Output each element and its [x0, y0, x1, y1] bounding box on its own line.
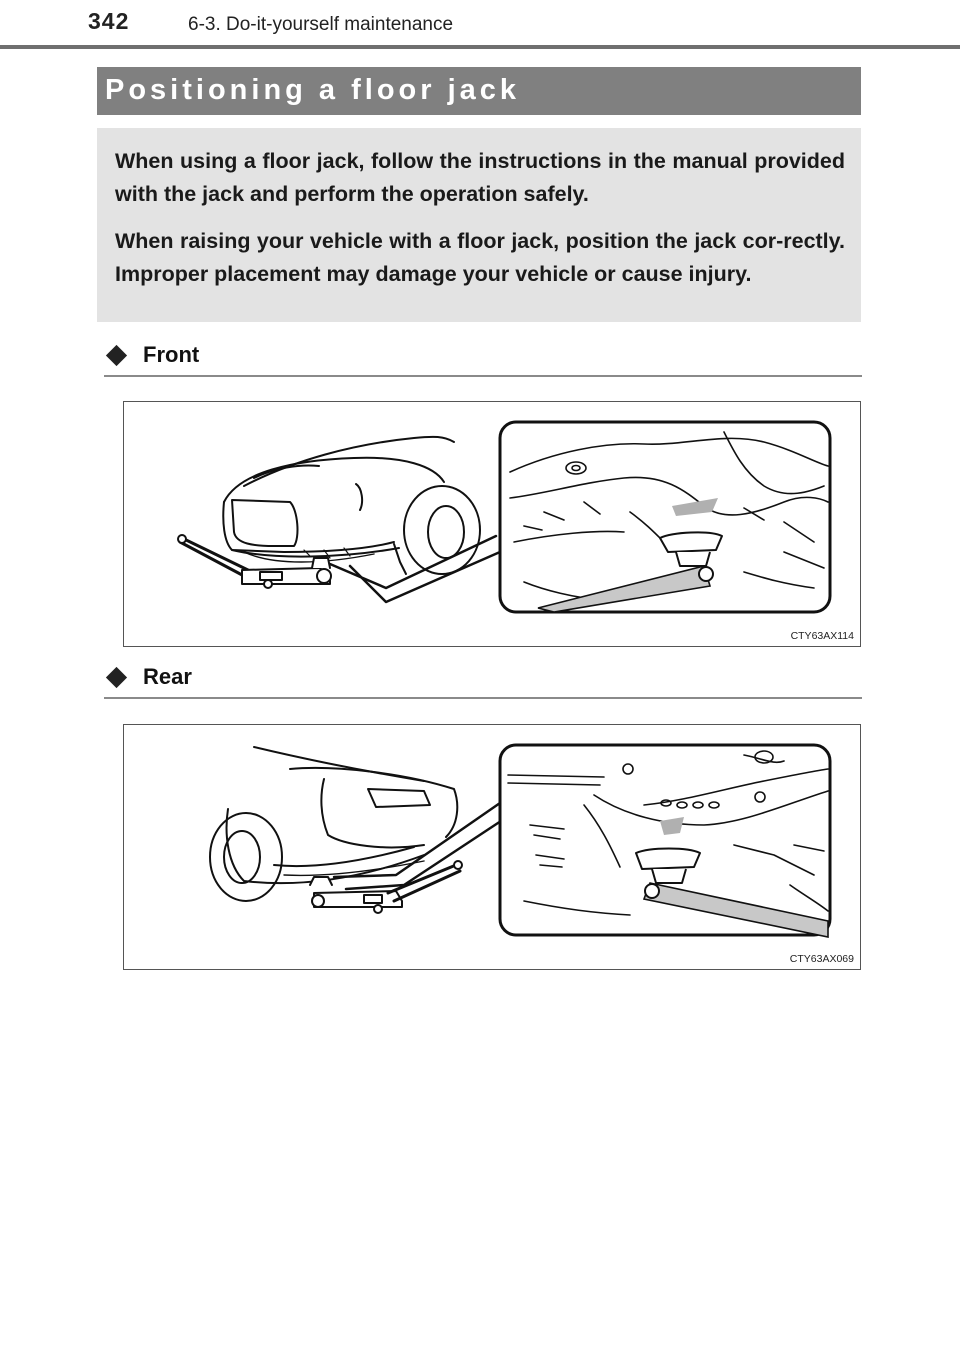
rear-jack-drawing: [124, 725, 862, 971]
figure-code: CTY63AX114: [790, 630, 854, 642]
intro-paragraph: When raising your vehicle with a floor jack, position the jack cor-rectly. Improper placement may damage your vehicle or cause injury.: [115, 229, 845, 286]
intro-paragraph: When using a floor jack, follow the instructions in the manual provided with the jack and perform the operation safely.: [115, 149, 845, 206]
diamond-icon: [106, 667, 127, 688]
page-number: 342: [88, 8, 130, 34]
section-title: Positioning a floor jack: [105, 74, 521, 106]
subheading-divider: [104, 375, 862, 377]
subheading-label: Rear: [143, 664, 192, 689]
chapter-title: 6-3. Do-it-yourself maintenance: [188, 14, 454, 35]
section-title-banner: [97, 67, 861, 115]
subheading-label: Front: [143, 342, 200, 367]
diamond-icon: [106, 345, 127, 366]
figure-code: CTY63AX069: [789, 953, 854, 965]
header-divider: [0, 45, 960, 49]
front-jack-drawing: [124, 402, 862, 648]
rear-jack-illustration: [123, 724, 861, 970]
front-jack-illustration: [123, 401, 861, 647]
subheading-divider: [104, 697, 862, 699]
intro-box: [97, 128, 861, 322]
